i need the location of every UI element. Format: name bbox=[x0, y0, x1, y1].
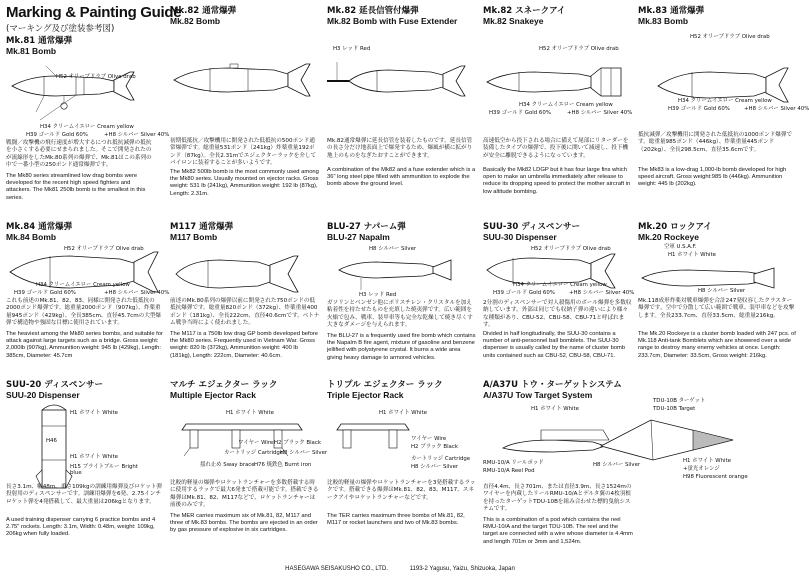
mer-desc-en: The MER carries maximum six of Mk.81, 82, M117 and three of Mk.83 bombs. The bombs are ejected in an order by gas pressure of explosive in six cartridges. bbox=[170, 513, 318, 534]
mk83-bomb-drawing bbox=[638, 26, 796, 136]
blu27-title-en: BLU-27 Napalm bbox=[327, 232, 390, 242]
mk83-label-olive: H52 オリーブドラブ Olive drab bbox=[690, 34, 770, 40]
a37u-label-reel-jp: RMU-10/A リールポッド bbox=[483, 460, 544, 466]
mer-label-burnt: H76 焼鉄色 Burnt iron bbox=[254, 462, 312, 468]
mk82-desc-jp: 初期低抵抗／攻撃機用に開発された低抵抗の500ポンド通常爆弾です。総重量531ポンド（241kg）炸薬重量192ポンド（87kg）。全長2.31mでエジェクターラックを介してパイロンに装着することが多いようです。 bbox=[170, 138, 317, 167]
suu20-label-blue: H15 ブライトブルー Bright blue bbox=[70, 464, 138, 476]
m117-desc-en: The M117 is a 750lb low drag GP bomb developed before the Mk80 series. Frequently used in Vietnam War. Gross weight: 820 lb (372kg), Ammunition weight: 400 lb (181kg), Length: 222cm, Diameter: 40.6cm. bbox=[170, 331, 319, 359]
blu27-desc-jp: ガソリンとベンゼン他にポリスチレン・クリスタルを加え粘着性を持たせたものを充填した焼夷弾です。広い範囲を火焔で包み、戦車、装甲車等も完全な乾燥して焼き尽くす大きなダメージを与えられます。 bbox=[327, 300, 473, 329]
a37u-label-target-en: TDU-10B Target bbox=[653, 406, 696, 412]
a37u-label-orange-en: H98 Fluorescent orange bbox=[683, 474, 748, 480]
a37u-system-drawing bbox=[483, 400, 796, 492]
mk82s-label-gold: H39 ゴールド Gold 60% bbox=[489, 110, 551, 116]
mk82fe-title-jp: Mk.82 延長信管付爆弾 bbox=[327, 6, 419, 16]
mk84-desc-en: The heaviest among the Mk80 series bombs, and suitable for attack against large targets such as a bridge. Gross weight: 2,000lb (907kg), Ammunition weight: 945 lb (429kg), Length: 385cm, Diameter: 45.7cm bbox=[6, 331, 163, 359]
ter-desc-jp: 比較的軽量の爆弾やロケットランチャーを3発搭載するラックです。搭載できる爆弾はMk.81、82、83、M117、スネークアイやロケットランチャーなどです。 bbox=[327, 480, 476, 501]
m117-desc-jp: 前述のMk.80系列の爆弾以前に開発された750ポンドの低抵抗爆弾です。総重量820ポンド（372kg）、炸薬重量400ポンド（181kg）、全長222cm、直径40.6cmです。ベトナム戦争当時によく使われました。 bbox=[170, 298, 320, 327]
footer-company: HASEGAWA SEISAKUSHO CO., LTD. bbox=[285, 566, 388, 572]
a37u-label-white-right: H1 ホワイト White bbox=[683, 458, 731, 464]
ter-label-silver: H8 シルバー Silver bbox=[411, 464, 459, 470]
mk20-desc-jp: Mk.118成形炸薬対戦車爆弾を合計247発収容したクラスター爆弾です。空中で分散して広い範囲で戦車、装甲車などを攻撃します。全長233.7cm、直径33.5cm、総重量216kg。 bbox=[638, 298, 795, 319]
a37u-label-target-jp: TDU-10B ターゲット bbox=[653, 398, 706, 404]
a37u-desc-en: This is a combination of a pod which contains the reel RMU-10/A and the target TDU-10B. The reel and the target are connected with a wire whose diameter is 4.4mm and length 701m or 3mm and 1,524m. bbox=[483, 517, 633, 545]
mk82s-desc-en: Basically the Mk82 LDGP but it has four large fins which open to make an umbrella immediately after release to reduce its dropping speed to protect the mother aircraft in low altitude bombing. bbox=[483, 167, 631, 195]
mk20-label-silver: H8 シルバー Silver bbox=[698, 288, 746, 294]
suu30-label-silver: +H8 シルバー Silver 40% bbox=[569, 290, 635, 296]
suu20-desc-jp: 長さ3.1m、幅48m、重さ109kgの訓練用爆弾及びロケット弾投射用のディスペンサーです。訓練用爆弾を6発、2.75インチロケット弾を4発搭載して、最大重量は206kgとなります。 bbox=[6, 484, 162, 505]
mk82fe-bomb-drawing bbox=[327, 26, 477, 136]
suu30-title-en: SUU-30 Dispenser bbox=[483, 232, 557, 242]
mk81-desc-en: The Mk80 series streamlined low drag bombs were developed for the recent high speed fighters and attackers. The Mk81 250lb bomb is the smallest in this series. bbox=[6, 173, 146, 201]
mk81-label-olive: H52 オリーブドラブ Olive drab bbox=[56, 74, 136, 80]
mk81-label-silver: +H8 シルバー Silver 40% bbox=[104, 132, 170, 138]
ter-title-en: Triple Ejector Rack bbox=[327, 390, 404, 400]
mk82-bomb-drawing bbox=[170, 26, 320, 136]
blu27-title-jp: BLU-27 ナパーム弾 bbox=[327, 222, 406, 232]
mk82fe-desc-en: A combination of the Mk82 and a fuse extender which is a 36" long steel pipe filled with ammunition to explode the bomb above the ground level. bbox=[327, 167, 476, 188]
mer-label-black: H2 ブラック Black bbox=[274, 440, 321, 446]
suu20-title-en: SUU-20 Dispenser bbox=[6, 390, 80, 400]
mk82s-title-en: Mk.82 Snakeye bbox=[483, 16, 544, 26]
mk82fe-desc-jp: Mk.82通常爆弾に延長信管を装着したものです。延長信管の長さ分だけ地表面上で爆発するため、爆風が横に拡がり地上のものをなぎたおすことができます。 bbox=[327, 138, 473, 159]
suu20-label-white-bottom: H1 ホワイト White bbox=[70, 454, 118, 460]
cell-mk82fe bbox=[327, 6, 477, 216]
mk83-title-jp: Mk.83 通常爆弾 bbox=[638, 6, 705, 16]
mer-title-jp: マルチ エジェクター ラック bbox=[170, 380, 278, 390]
suu30-label-gold: H39 ゴールド Gold 60% bbox=[493, 290, 555, 296]
blu27-label-red: H3 レッド Red bbox=[359, 292, 397, 298]
mk20-bomb-drawing bbox=[638, 242, 796, 306]
mk83-label-silver: +H8 シルバー Silver 40% bbox=[744, 106, 809, 112]
cell-mk20 bbox=[638, 222, 796, 378]
cell-a37u bbox=[483, 380, 796, 560]
mk20-desc-en: The Mk.20 Rockeye is a cluster bomb loaded with 247 pcs. of Mk.118 Anti-tank Bomblets which are showered over a wide range to destroy many enemy vehicles at once. Length: 233.7cm, Diameter: 33.5cm, Gross weight: 216kg. bbox=[638, 331, 796, 359]
cell-blu27 bbox=[327, 222, 477, 378]
a37u-title-en: A/A37U Tow Target System bbox=[483, 390, 593, 400]
mk81-title-en: Mk.81 Bomb bbox=[6, 46, 57, 56]
mer-label-silver: H8 シルバー Silver bbox=[280, 450, 328, 456]
suu30-label-olive: H52 オリーブドラブ Olive drab bbox=[531, 246, 611, 252]
footer-address: 1193-2 Yagusu, Yaizu, Shizuoka, Japan bbox=[409, 566, 515, 572]
page-subtitle: (マーキング及び塗装参考図) bbox=[6, 24, 115, 34]
cell-mer bbox=[170, 380, 328, 560]
m117-title-jp: M117 通常爆弾 bbox=[170, 222, 234, 232]
mk81-label-cream: H34 クリームイエロー Cream yellow bbox=[40, 124, 134, 130]
ter-label-white: H1 ホワイト White bbox=[379, 410, 427, 416]
mk20-title-en: Mk.20 Rockeye bbox=[638, 232, 699, 242]
mk82-title-en: Mk.82 Bomb bbox=[170, 16, 221, 26]
mk81-desc-jp: 戦闘／攻撃機の飛行速度が増大するにつれ抵抗減弾の抵抗を小さくする必要にせまられました。そこで開発されたのが流線形をしたMk.80系列の爆弾で、Mk.81はこの系列の中で一番小型の250ポンド通常爆弾です。 bbox=[6, 140, 152, 169]
suu30-desc-en: Divided in half longitudinally, the SUU-30 contains a number of anti-personnel ball bomblets. The SUU-30 dispenser is usually called by the name of cluster bomb units contained such as CBU-52, CBU-58, CBU-71. bbox=[483, 331, 626, 359]
a37u-label-silver: H8 シルバー Silver bbox=[593, 462, 641, 468]
mk82s-label-cream: H34 クリームイエロー Cream yellow bbox=[519, 102, 613, 108]
mk82-desc-en: The Mk82 500lb bomb is the most commonly used among the Mk80 series. Usually mounted on ejector racks. Gross weight: 531 lb (241kg), Ammunition weight: 192 lb (87kg), Length: 2.31m. bbox=[170, 169, 319, 197]
mk84-title-en: Mk.84 Bomb bbox=[6, 232, 57, 242]
mk83-desc-jp: 抵抗減弾／攻撃機用に開発された低抵抗の1000ポンド爆弾です。総重量985ポンド（446kg）、炸薬重量445ポンド（202kg）、全長298.5cm、直径35.6cmです。 bbox=[638, 132, 793, 153]
mk84-label-gold: H39 ゴールド Gold 60% bbox=[14, 290, 76, 296]
mk82-title-jp: Mk.82 通常爆弾 bbox=[170, 6, 237, 16]
ter-desc-en: The TER carries maximum three bombs of Mk.81, 82, M117 or rocket launchers and two of Mk.83 bombs. bbox=[327, 513, 465, 527]
cell-mk81 bbox=[6, 36, 170, 216]
blu27-desc-en: The BLU-27 is a frequently used fire bomb which contains the Napalm B fire agent, mixture of gasoline and benzene jellified with polystyrene crystal. It burns a wide area giving heavy damage to armored vehicles. bbox=[327, 333, 476, 361]
mk81-bomb-drawing bbox=[6, 56, 156, 126]
blu27-label-silver: H8 シルバー Silver bbox=[369, 246, 417, 252]
mk84-label-olive: H52 オリーブドラブ Olive drab bbox=[64, 246, 144, 252]
mk84-label-cream: H34 クリームイエロー Cream yellow bbox=[36, 282, 130, 288]
mk82fe-title-en: Mk.82 Bomb with Fuse Extender bbox=[327, 16, 458, 26]
mer-label-white: H1 ホワイト White bbox=[226, 410, 274, 416]
cell-mk82 bbox=[170, 6, 320, 216]
cell-m117 bbox=[170, 222, 320, 378]
m117-bomb-drawing bbox=[170, 242, 320, 306]
a37u-label-orange-jp: +蛍光オレンジ bbox=[683, 466, 720, 472]
suu30-desc-jp: 2分割のディスペンサーで対人殺傷用のボール爆弾を多数収納しています。外部は同じでも収納子弾の違いにより様々な種類があり、CBU-52、CBU-58、CBU-71と呼ばれます。 bbox=[483, 300, 632, 329]
a37u-desc-jp: 直径4.4m、長さ701m、または直径3.9m、長さ1524mのワイヤーを内蔵したリールRMU-10/Aとデルタ翼の4枚羽根を持ったターゲットTDU-10Bを組み合わせた標的曳航システムです。 bbox=[483, 484, 632, 513]
mer-label-wire: ワイヤー Wire bbox=[238, 440, 274, 446]
suu20-title-jp: SUU-20 ディスペンサー bbox=[6, 380, 104, 390]
mk83-label-gold: H39 ゴールド Gold 60% bbox=[668, 106, 730, 112]
footer bbox=[0, 566, 800, 572]
suu20-desc-en: A used training dispenser carrying 6 practice bombs and 4 2.75" rockets. Length: 3.1m, Width: 0.48m, weight: 109kg, 206kg when fully loaded. bbox=[6, 517, 156, 538]
ter-title-jp: トリプル エジェクター ラック bbox=[327, 380, 443, 390]
mer-label-sway: 揺れ止め Sway brace bbox=[200, 462, 255, 468]
mk83-title-en: Mk.83 Bomb bbox=[638, 16, 689, 26]
cell-suu20 bbox=[6, 380, 164, 560]
mk84-label-silver: +H8 シルバー Silver 40% bbox=[104, 290, 170, 296]
mk82s-bomb-drawing bbox=[483, 26, 633, 136]
a37u-label-white-top: H1 ホワイト White bbox=[531, 406, 579, 412]
page-title: Marking & Painting Guide bbox=[6, 4, 182, 21]
a37u-title-jp: A/A37U トウ・ターゲットシステム bbox=[483, 380, 622, 390]
cell-mk84 bbox=[6, 222, 170, 378]
m117-title-en: M117 Bomb bbox=[170, 232, 218, 242]
mk20-label-usaf: 空軍 U.S.A.F. bbox=[664, 244, 697, 250]
mk84-title-jp: Mk.84 通常爆弾 bbox=[6, 222, 73, 232]
mk81-label-gold: H39 ゴールド Gold 60% bbox=[26, 132, 88, 138]
mk82s-desc-jp: 高速低空から投下される場合に備えて尾部にリターダーを装備したタイプの爆弾で、投下後に開いて減速し、投下機が安全に離脱できるようになっています。 bbox=[483, 138, 629, 159]
mk20-title-jp: Mk.20 ロックアイ bbox=[638, 222, 712, 232]
suu30-label-cream: H34 クリームイエロー Cream yellow bbox=[513, 282, 607, 288]
mk82s-label-olive: H52 オリーブドラブ Olive drab bbox=[539, 46, 619, 52]
ter-label-cartridge: カートリッジ Cartridge bbox=[411, 456, 471, 462]
mer-label-cartridge: カートリッジ Cartridge bbox=[224, 450, 284, 456]
mk82s-label-silver: +H8 シルバー Silver 40% bbox=[567, 110, 633, 116]
cell-suu30 bbox=[483, 222, 633, 378]
mk81-title-jp: Mk.81 通常爆弾 bbox=[6, 36, 73, 46]
a37u-label-reel-en: RMU-10/A Reel Pod bbox=[483, 468, 535, 474]
mk83-label-cream: H34 クリームイエロー Cream yellow bbox=[678, 98, 772, 104]
mk20-label-white: H1 ホワイト White bbox=[668, 252, 716, 258]
mk83-desc-en: The Mk83 is a low-drag 1,000-lb bomb developed for high speed aircraft. Gross weight:985 lb (446kg). Ammunition weight: 445 lb (202kg). bbox=[638, 167, 787, 188]
mk82s-title-jp: Mk.82 スネークアイ bbox=[483, 6, 566, 16]
suu30-title-jp: SUU-30 ディスペンサー bbox=[483, 222, 581, 232]
mer-desc-jp: 比較的軽量の爆弾やロケットランチャーを多数搭載する時に使用するラックで最大6発まで搭載可能です。搭載できる爆弾はMk.81、82、M117などで、ロケットランチャーは前後のみです。 bbox=[170, 480, 319, 509]
cell-ter bbox=[327, 380, 477, 560]
suu20-label-h46: H46 bbox=[46, 438, 57, 444]
cell-mk83 bbox=[638, 6, 809, 216]
mk84-desc-jp: これも前述のMk.81、82、83、同様に開発された低抵抗の2000ポンド爆弾です。総重量2000ポンド（907kg）、炸薬重量945ポンド（429kg）、全長385cm、直径45.7cmの大型爆弾で構造物や強固な目標に使用されています。 bbox=[6, 298, 162, 327]
mer-title-en: Multiple Ejector Rack bbox=[170, 390, 256, 400]
suu20-label-white-top: H1 ホワイト White bbox=[70, 410, 118, 416]
cell-mk82s bbox=[483, 6, 633, 216]
ter-label-black: H2 ブラック Black bbox=[411, 444, 458, 450]
ter-label-wire: ワイヤー Wire bbox=[411, 436, 447, 442]
mk82fe-label-red: H3 レッド Red bbox=[333, 46, 371, 52]
